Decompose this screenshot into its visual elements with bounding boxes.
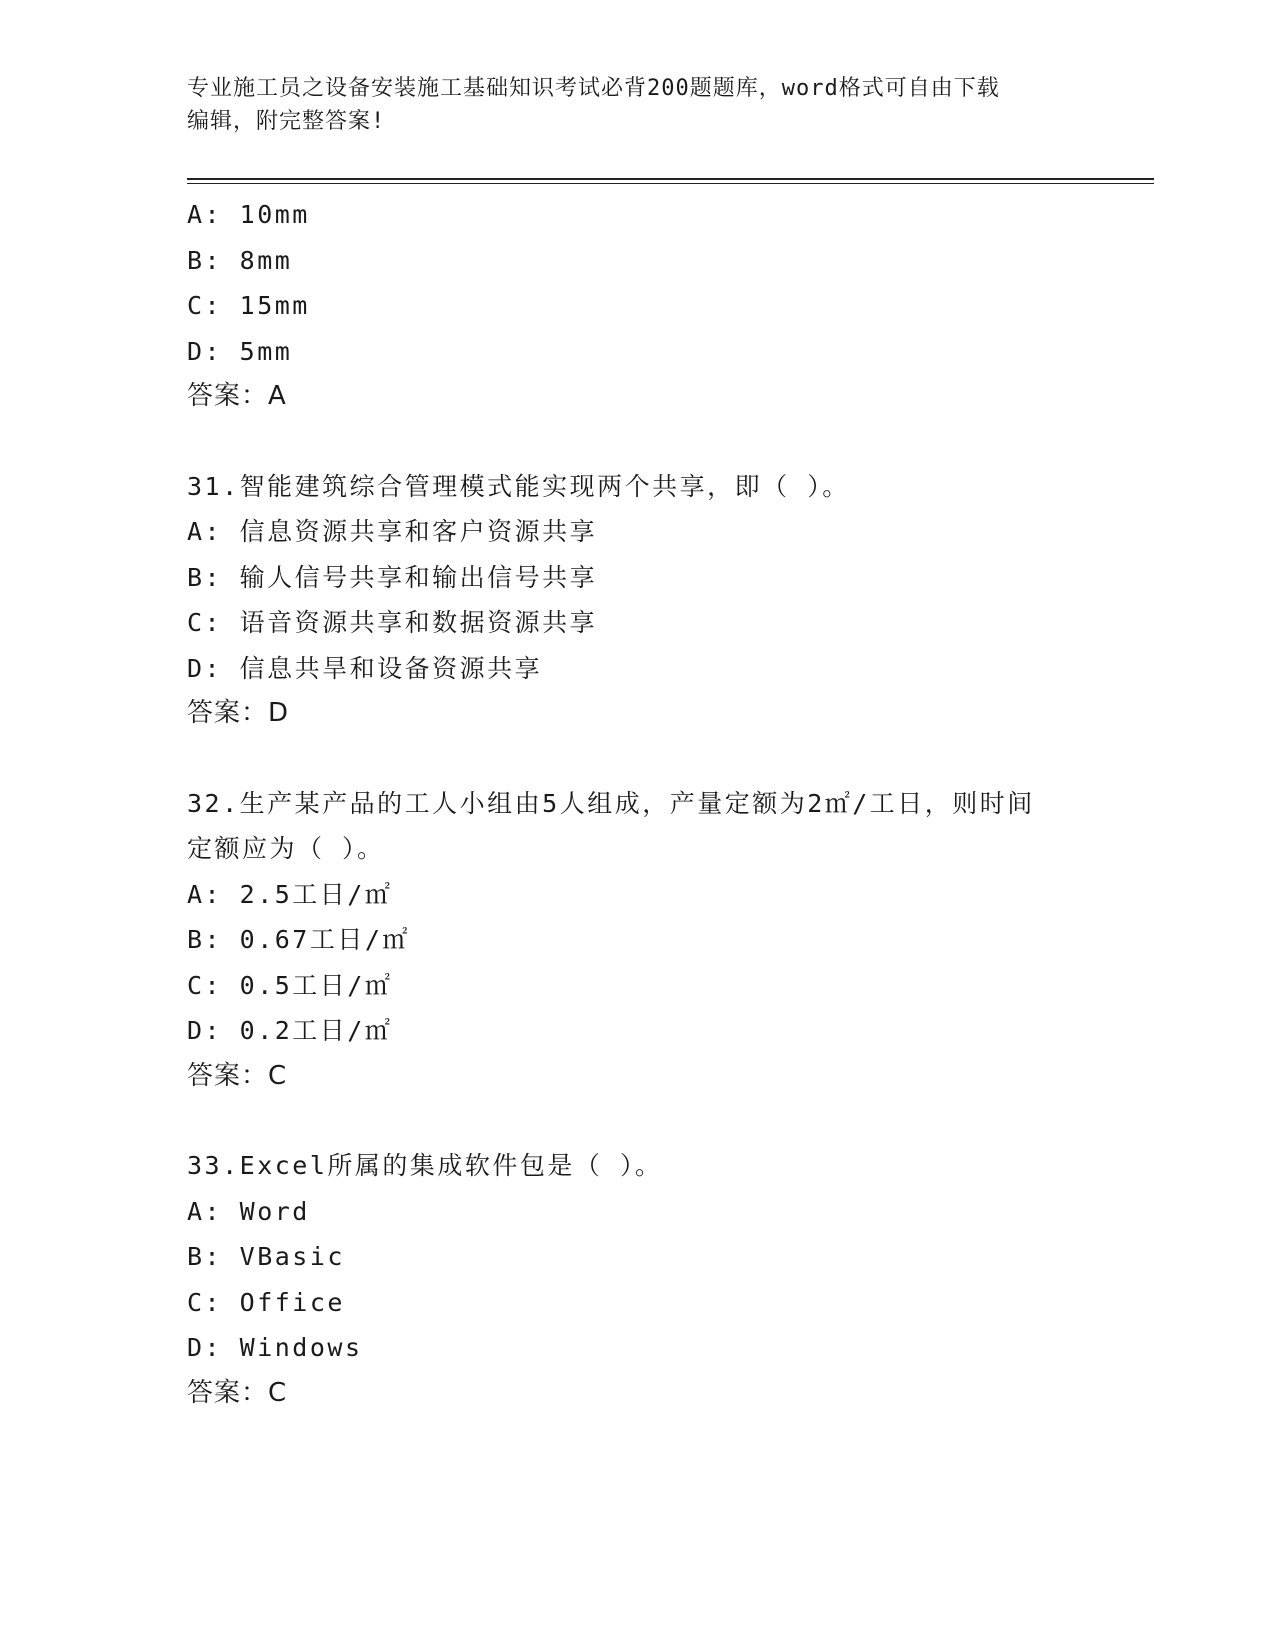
document-header — [187, 72, 1087, 138]
option-c: C: 15mm — [187, 291, 310, 320]
spacer — [187, 420, 1147, 464]
question-text-line-2: 定额应为（ ）。 — [187, 834, 385, 863]
option-c: C: 0.5工日/㎡ — [187, 970, 393, 1000]
answer-line: 答案：C — [187, 1060, 288, 1091]
option-a: A: Word — [187, 1196, 310, 1226]
answer-line: 答案：D — [187, 698, 290, 728]
answer-line: 答案：C — [187, 1377, 288, 1408]
spacer — [187, 737, 1147, 781]
option-d: D: Windows — [187, 1333, 363, 1362]
question-text: 33.Excel所属的集成软件包是（ ）。 — [187, 1151, 663, 1180]
option-b: B: VBasic — [187, 1242, 345, 1271]
question-33-block — [187, 1143, 1147, 1416]
question-31-block — [187, 464, 1147, 737]
header-divider-thick — [187, 178, 1154, 180]
option-b: B: 输人信号共享和输出信号共享 — [187, 562, 598, 592]
question-list — [187, 192, 1147, 1416]
option-a: A: 10mm — [187, 200, 310, 229]
option-d: D: 5mm — [187, 336, 293, 366]
question-32-block — [187, 781, 1147, 1100]
header-title-line-1: 专业施工员之设备安装施工基础知识考试必背200题题库，word格式可自由下载 — [187, 76, 1000, 101]
answer-line: 答案：A — [187, 381, 287, 411]
option-d: D: 信息共旱和设备资源共享 — [187, 653, 543, 683]
option-a: A: 2.5工日/㎡ — [187, 879, 393, 909]
question-text-line-1: 32.生产某产品的工人小组由5人组成，产量定额为2㎡/工日，则时间 — [187, 788, 1035, 818]
header-divider-thin — [187, 183, 1154, 184]
option-c: C: 语音资源共享和数据资源共享 — [187, 608, 598, 637]
question-text: 31.智能建筑综合管理模式能实现两个共享，即（ ）。 — [187, 471, 850, 501]
spacer — [187, 1099, 1147, 1143]
option-d: D: 0.2工日/㎡ — [187, 1016, 393, 1045]
option-c: C: Office — [187, 1287, 345, 1317]
option-b: B: 0.67工日/㎡ — [187, 925, 410, 954]
header-title-line-2: 编辑，附完整答案! — [187, 109, 386, 134]
option-a: A: 信息资源共享和客户资源共享 — [187, 517, 598, 546]
question-30-block — [187, 192, 1147, 420]
option-b: B: 8mm — [187, 245, 293, 275]
